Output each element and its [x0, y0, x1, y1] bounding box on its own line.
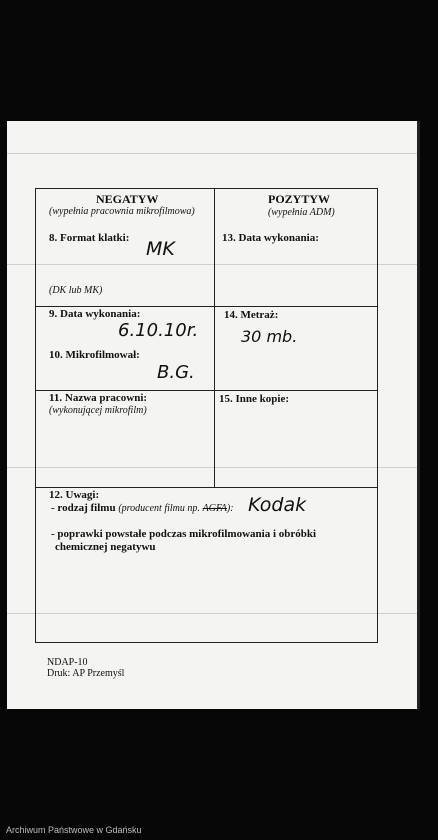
field-14-handwritten-value: 30 mb. [241, 327, 298, 346]
row-divider [36, 306, 378, 307]
film-type-hint-prefix: (producent filmu np. [118, 503, 200, 514]
corrections-line-1: - poprawki powstałe podczas mikrofilmowania i obróbki [51, 528, 317, 540]
film-type-label: - rodzaj filmu [51, 502, 116, 514]
row-divider [36, 487, 378, 488]
negatyw-title: NEGATYW [96, 192, 159, 206]
film-type-line [51, 502, 234, 514]
negatyw-subtitle: (wypełnia pracownia mikrofilmowa) [49, 206, 195, 217]
field-14-label: 14. Metraż: [224, 309, 279, 321]
corrections-line-2: chemicznej negatywu [55, 541, 156, 553]
film-type-hint-suffix: ): [226, 503, 234, 514]
pozytyw-title: POZYTYW [268, 192, 331, 206]
field-8-label: 8. Format klatki: [49, 232, 130, 244]
pozytyw-subtitle: (wypełnia ADM) [268, 207, 335, 218]
film-type-handwritten-value: Kodak [248, 494, 307, 516]
archive-watermark: Archiwum Państwowe w Gdańsku [6, 825, 142, 835]
row-divider [36, 390, 378, 391]
field-15-label: 15. Inne kopie: [219, 393, 289, 405]
field-13-label: 13. Data wykonania: [222, 232, 319, 244]
print-info: Druk: AP Przemyśl [47, 668, 125, 679]
field-10-label: 10. Mikrofilmował: [49, 349, 140, 361]
field-9-label: 9. Data wykonania: [49, 308, 141, 320]
form-code: NDAP-10 [47, 657, 88, 668]
field-12-label: 12. Uwagi: [49, 489, 100, 501]
field-11-hint: (wykonującej mikrofilm) [49, 405, 147, 416]
field-8-hint: (DK lub MK) [49, 285, 103, 296]
field-10-handwritten-value: B.G. [157, 362, 195, 383]
column-divider [214, 189, 215, 487]
field-8-handwritten-value: MK [146, 238, 175, 260]
field-9-handwritten-value: 6.10.10r. [118, 320, 199, 341]
field-11-label: 11. Nazwa pracowni: [49, 392, 148, 404]
scan-artifact-line [7, 153, 417, 154]
film-type-hint-example: AGFA [202, 503, 227, 514]
